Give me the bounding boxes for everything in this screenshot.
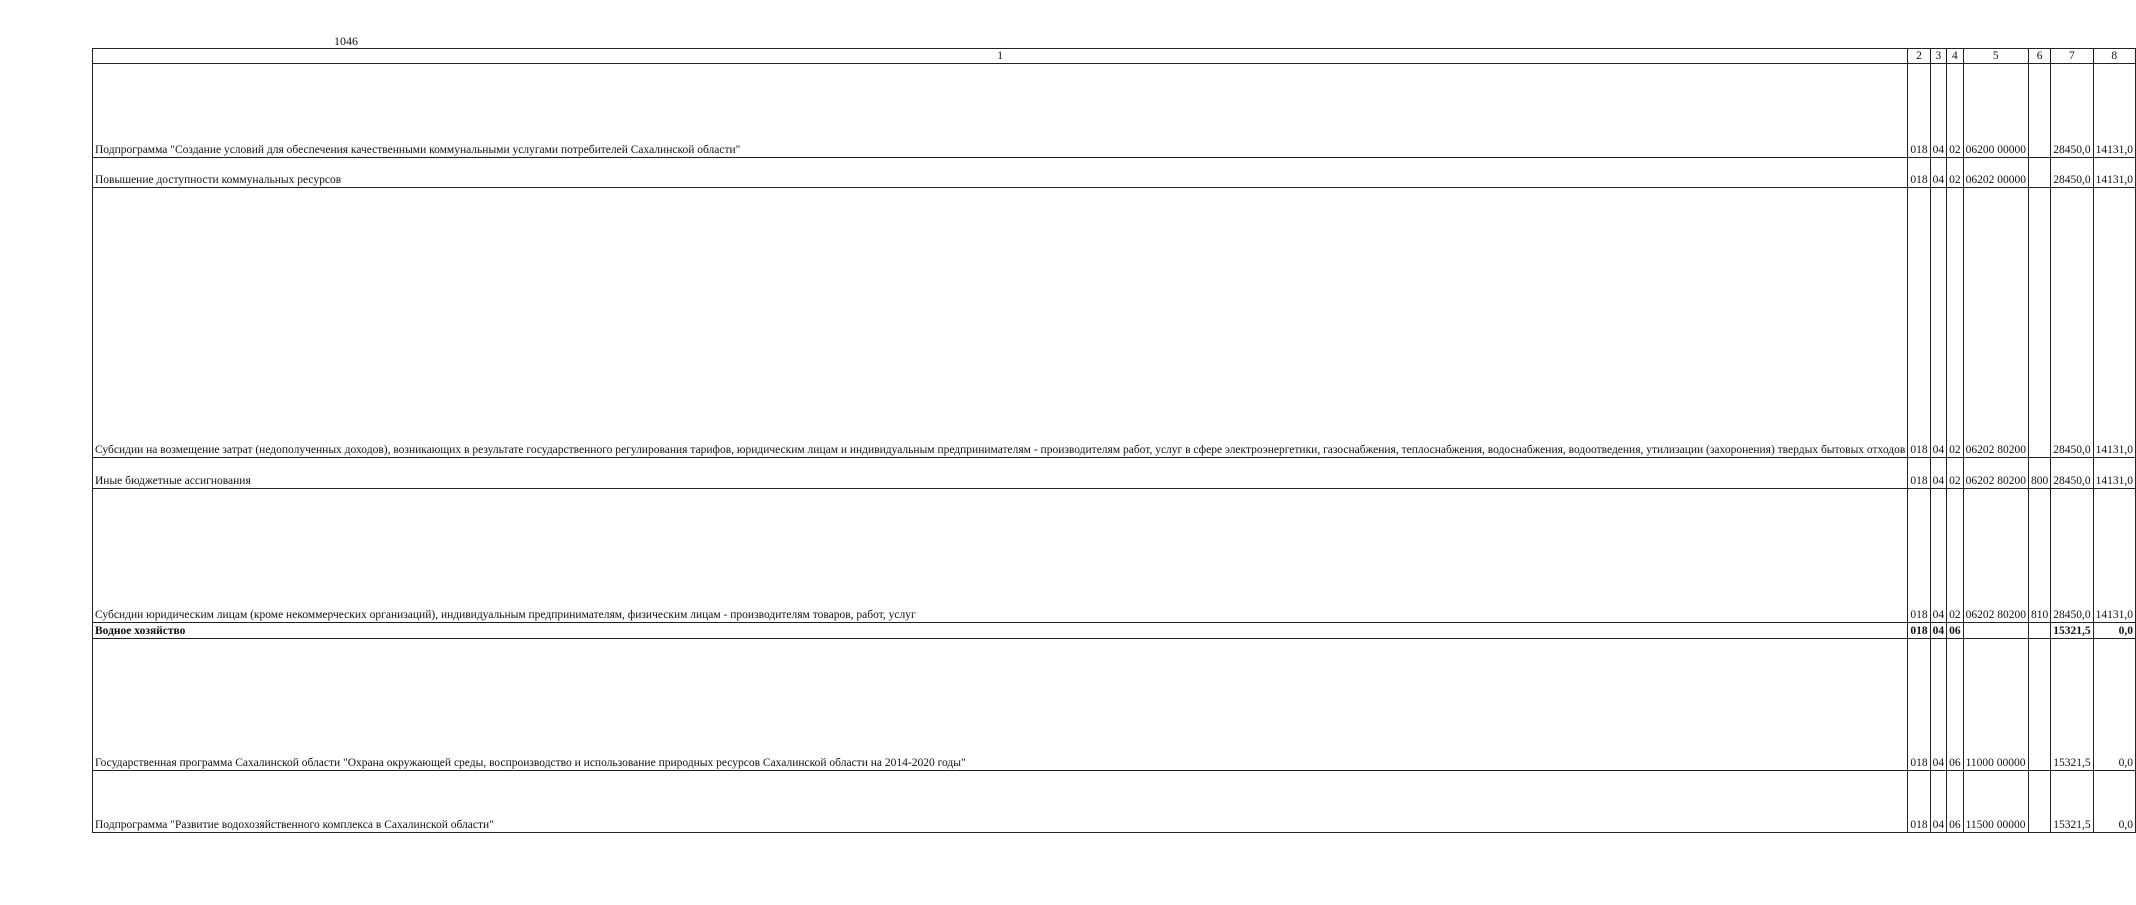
cell-vr: 800 (2028, 458, 2050, 489)
table-row (93, 639, 2136, 771)
cell-vr (2028, 623, 2050, 639)
cell-csr (1963, 623, 2028, 639)
cell-pr: 02 (1947, 458, 1964, 489)
col-header: 4 (1947, 49, 1964, 64)
cell-ved: 018 (1908, 771, 1930, 833)
row-name: Подпрограмма "Создание условий для обеспечения качественными коммунальными услугами потребителей Сахалинской области" (93, 64, 1908, 158)
col-header: 7 (2051, 49, 2093, 64)
cell-rz: 04 (1930, 188, 1947, 458)
cell-vr (2028, 64, 2050, 158)
cell-rz: 04 (1930, 458, 1947, 489)
header-row (93, 49, 2136, 64)
col-header: 3 (1930, 49, 1947, 64)
col-header: 6 (2028, 49, 2050, 64)
row-name: Государственная программа Сахалинской области "Охрана окружающей среды, воспроизводство и использование природных ресурсов Сахалинской области на 2014-2020 годы" (93, 639, 1908, 771)
cell-sum-2: 14131,0 (2093, 158, 2135, 188)
table-row (93, 771, 2136, 833)
cell-vr (2028, 639, 2050, 771)
row-name: Водное хозяйство (93, 623, 1908, 639)
cell-pr: 02 (1947, 489, 1964, 623)
cell-sum-2: 0,0 (2093, 771, 2135, 833)
cell-pr: 06 (1947, 771, 1964, 833)
table-row (93, 458, 2136, 489)
cell-pr: 06 (1947, 639, 1964, 771)
cell-sum-1: 28450,0 (2051, 158, 2093, 188)
cell-vr (2028, 158, 2050, 188)
col-header: 2 (1908, 49, 1930, 64)
cell-sum-2: 14131,0 (2093, 458, 2135, 489)
table-row (93, 64, 2136, 158)
cell-ved: 018 (1908, 489, 1930, 623)
row-name: Иные бюджетные ассигнования (93, 458, 1908, 489)
table-row (93, 158, 2136, 188)
cell-pr: 02 (1947, 188, 1964, 458)
page-number: 1046 (334, 34, 358, 48)
cell-rz: 04 (1930, 639, 1947, 771)
cell-sum-2: 14131,0 (2093, 489, 2135, 623)
cell-ved: 018 (1908, 623, 1930, 639)
row-name: Субсидии на возмещение затрат (недополученных доходов), возникающих в результате государственного регулирования тарифов, юридическим лицам и индивидуальным предпринимателям - производителям работ, услуг в сфере электроэнергетики, газоснабжения, теплоснабжения, водоснабжения, водоотведения, утилизации (захоронения) твердых бытовых отходов (93, 188, 1908, 458)
cell-pr: 02 (1947, 64, 1964, 158)
cell-rz: 04 (1930, 64, 1947, 158)
cell-ved: 018 (1908, 458, 1930, 489)
cell-csr: 06200 00000 (1963, 64, 2028, 158)
cell-csr: 11000 00000 (1963, 639, 2028, 771)
cell-ved: 018 (1908, 158, 1930, 188)
cell-sum-1: 15321,5 (2051, 623, 2093, 639)
cell-csr: 06202 80200 (1963, 458, 2028, 489)
cell-sum-1: 15321,5 (2051, 639, 2093, 771)
table-row (93, 489, 2136, 623)
cell-sum-2: 14131,0 (2093, 64, 2135, 158)
cell-csr: 06202 80200 (1963, 188, 2028, 458)
cell-pr: 02 (1947, 158, 1964, 188)
cell-pr: 06 (1947, 623, 1964, 639)
cell-vr (2028, 188, 2050, 458)
cell-sum-2: 0,0 (2093, 639, 2135, 771)
row-name: Повышение доступности коммунальных ресурсов (93, 158, 1908, 188)
cell-rz: 04 (1930, 771, 1947, 833)
cell-sum-1: 28450,0 (2051, 489, 2093, 623)
cell-vr: 810 (2028, 489, 2050, 623)
cell-ved: 018 (1908, 188, 1930, 458)
cell-sum-2: 14131,0 (2093, 188, 2135, 458)
cell-sum-1: 28450,0 (2051, 188, 2093, 458)
cell-sum-1: 15321,5 (2051, 771, 2093, 833)
cell-sum-1: 28450,0 (2051, 458, 2093, 489)
cell-csr: 11500 00000 (1963, 771, 2028, 833)
row-name: Субсидии юридическим лицам (кроме некоммерческих организаций), индивидуальным предпринимателям, физическим лицам - производителям товаров, работ, услуг (93, 489, 1908, 623)
row-name: Подпрограмма "Развитие водохозяйственного комплекса в Сахалинской области" (93, 771, 1908, 833)
cell-vr (2028, 771, 2050, 833)
col-header: 5 (1963, 49, 2028, 64)
col-header: 1 (93, 49, 1908, 64)
cell-rz: 04 (1930, 158, 1947, 188)
cell-ved: 018 (1908, 639, 1930, 771)
cell-csr: 06202 80200 (1963, 489, 2028, 623)
col-header: 8 (2093, 49, 2135, 64)
cell-sum-2: 0,0 (2093, 623, 2135, 639)
budget-table (92, 48, 2136, 833)
table-row (93, 188, 2136, 458)
cell-rz: 04 (1930, 489, 1947, 623)
cell-csr: 06202 00000 (1963, 158, 2028, 188)
table-row (93, 623, 2136, 639)
cell-sum-1: 28450,0 (2051, 64, 2093, 158)
cell-rz: 04 (1930, 623, 1947, 639)
cell-ved: 018 (1908, 64, 1930, 158)
